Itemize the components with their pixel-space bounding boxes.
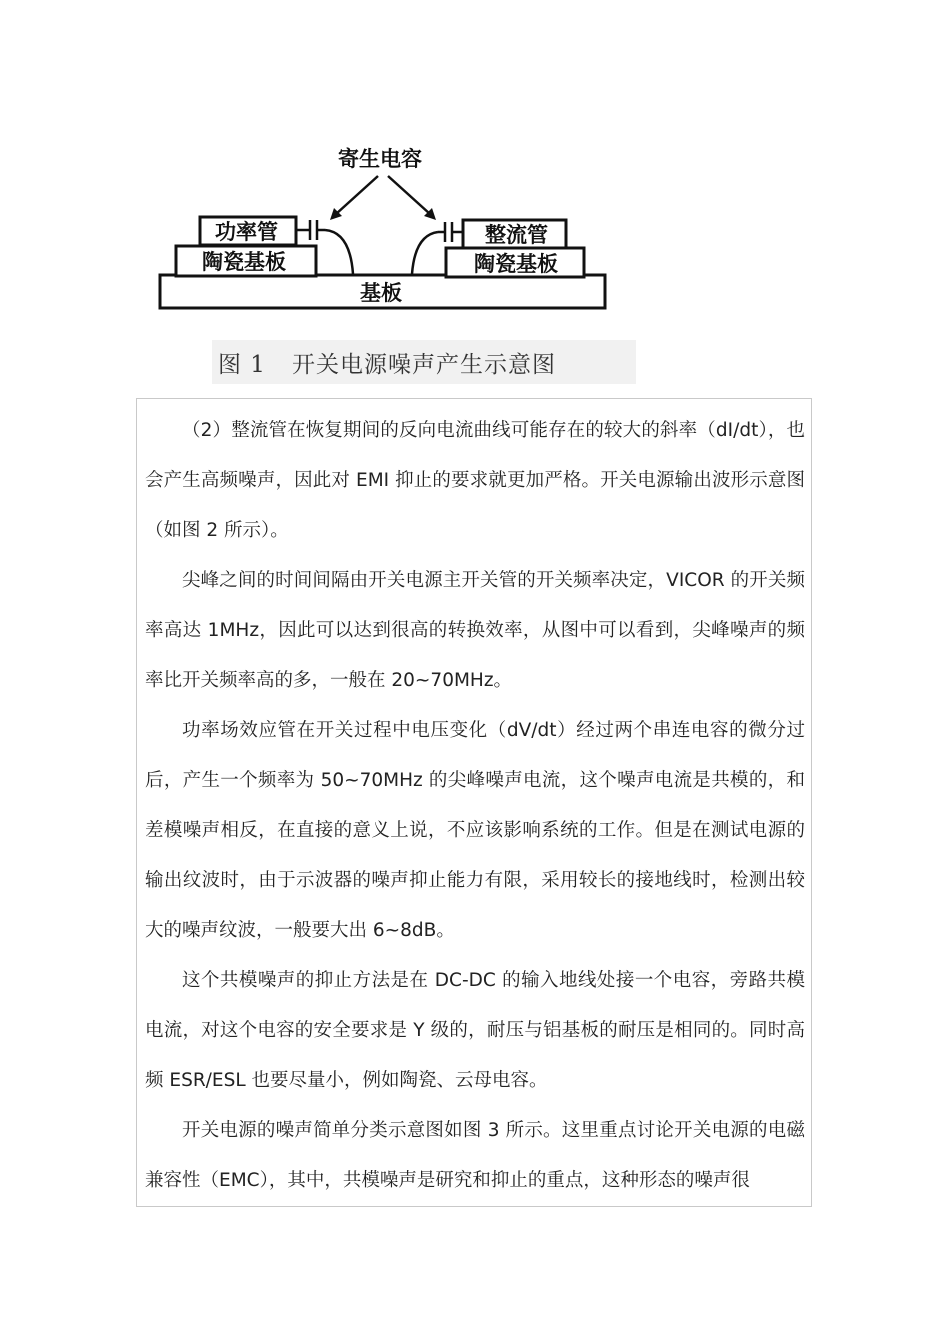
caption-title: 开关电源噪声产生示意图 — [291, 352, 556, 378]
text-panel — [136, 398, 812, 1207]
power-tube-label: 功率管 — [215, 220, 278, 244]
caption-number: 图 1 — [218, 352, 266, 378]
pointer-arrows — [336, 176, 430, 214]
ceramic-substrate-left-label: 陶瓷基板 — [202, 250, 286, 274]
paragraph-2: 尖峰之间的时间间隔由开关电源主开关管的开关频率决定，VICOR 的开关频率高达 1MHz，因此可以达到很高的转换效率，从图中可以看到，尖峰噪声的频率比开关频率高的多，一般在 20~70MHz。 — [145, 570, 805, 691]
substrate-label: 基板 — [360, 281, 402, 305]
ceramic-substrate-right-label: 陶瓷基板 — [474, 252, 558, 276]
paragraph-3: 功率场效应管在开关过程中电压变化（dV/dt）经过两个串连电容的微分过后，产生一个频率为 50~70MHz 的尖峰噪声电流，这个噪声电流是共模的，和差模噪声相反，在直接的意义上说，不应该影响系统的工作。但是在测试电源的输出纹波时，由于示波器的噪声抑止能力有限，采用较长的接地线时，检测出较大的噪声纹波，一般要大出 6~8dB。 — [145, 720, 805, 941]
paragraph-5: 开关电源的噪声简单分类示意图如图 3 所示。这里重点讨论开关电源的电磁兼容性（EMC），其中，共模噪声是研究和抑止的重点，这种形态的噪声很 — [145, 1120, 805, 1191]
noise-diagram — [150, 140, 620, 340]
paragraph-1: （2）整流管在恢复期间的反向电流曲线可能存在的较大的斜率（dI/dt），也会产生高频噪声，因此对 EMI 抑止的要求就更加严格。开关电源输出波形示意图（如图 2 所示）。 — [145, 420, 805, 541]
parasitic-capacitance-label: 寄生电容 — [338, 147, 422, 171]
paragraph-4: 这个共模噪声的抑止方法是在 DC-DC 的输入地线处接一个电容，旁路共模电流，对这个电容的安全要求是 Y 级的，耐压与铝基板的耐压是相同的。同时高频 ESR/ESL 也要尽量小，例如陶瓷、云母电容。 — [145, 970, 805, 1091]
figure-caption — [218, 346, 556, 379]
rectifier-label: 整流管 — [485, 223, 548, 247]
